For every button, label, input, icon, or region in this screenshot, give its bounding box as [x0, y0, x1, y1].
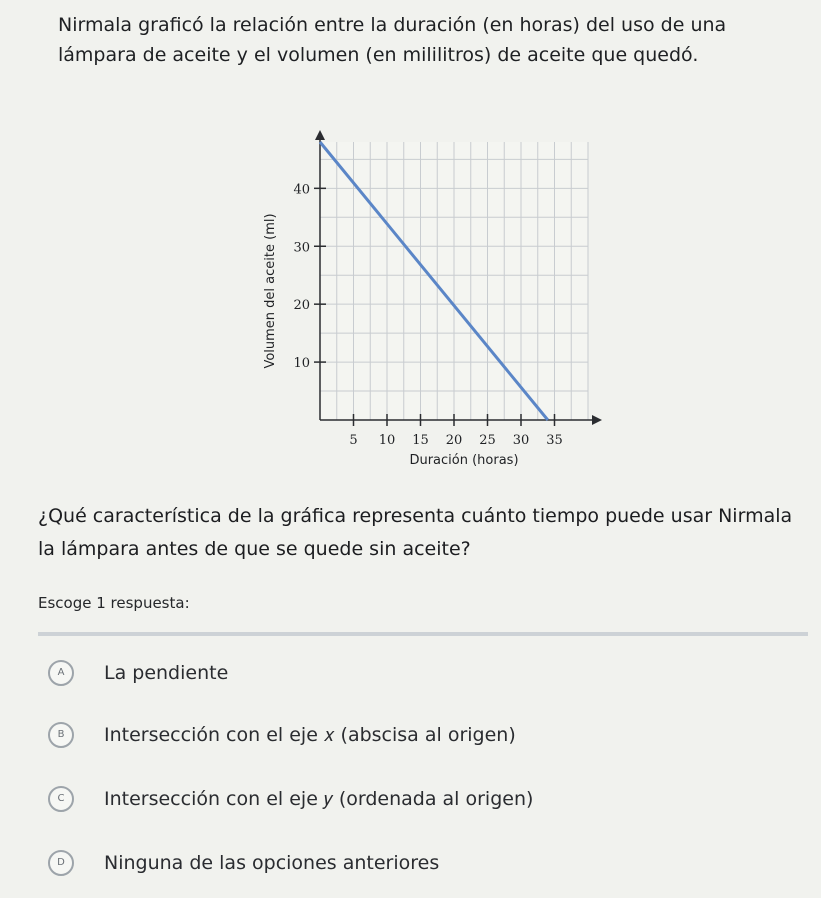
- y-axis-arrow-icon: [315, 130, 325, 140]
- divider: [38, 632, 808, 636]
- option-a-letter: A: [48, 660, 74, 686]
- x-axis-arrow-icon: [592, 415, 602, 425]
- option-c-letter: C: [48, 786, 74, 812]
- y-axis-label: Volumen del aceite (ml): [263, 213, 278, 369]
- x-tick-label: 5: [349, 433, 358, 448]
- x-tick-label: 10: [378, 433, 396, 448]
- graph: [250, 128, 610, 478]
- x-tick-label: 25: [479, 433, 496, 448]
- y-tick-label: 40: [293, 182, 310, 198]
- option-a[interactable]: [48, 660, 228, 686]
- option-b-label: Intersección con el eje 𝑥 (abscisa al origen): [104, 724, 516, 746]
- answer-instruction: Escoge 1 respuesta:: [38, 594, 190, 612]
- y-tick-label: 20: [293, 298, 310, 314]
- x-tick-label: 15: [412, 433, 429, 448]
- option-c-label: Intersección con el eje 𝑦 (ordenada al origen): [104, 788, 534, 810]
- x-axis-label: Duración (horas): [409, 453, 519, 468]
- option-b[interactable]: [48, 722, 516, 748]
- question-text: ¿Qué característica de la gráfica representa cuánto tiempo puede usar Nirmala la lámpara antes de que se quede sin aceite?: [38, 505, 793, 560]
- x-tick-label: 30: [512, 433, 530, 448]
- option-a-label: La pendiente: [104, 662, 229, 684]
- option-d-label: Ninguna de las opciones anteriores: [104, 852, 440, 874]
- x-tick-label: 20: [445, 433, 463, 448]
- question-prompt: Nirmala graficó la relación entre la duración (en horas) del uso de una lámpara de aceite y el volumen (en mililitros) de aceite que quedó.: [58, 14, 727, 66]
- y-tick-label: 10: [293, 356, 310, 372]
- line-chart: [250, 128, 610, 478]
- y-tick-label: 30: [293, 240, 310, 256]
- option-c[interactable]: [48, 786, 533, 812]
- x-tick-label: 35: [546, 433, 563, 448]
- option-d[interactable]: [48, 850, 439, 876]
- option-b-letter: B: [48, 722, 74, 748]
- option-d-letter: D: [48, 850, 74, 876]
